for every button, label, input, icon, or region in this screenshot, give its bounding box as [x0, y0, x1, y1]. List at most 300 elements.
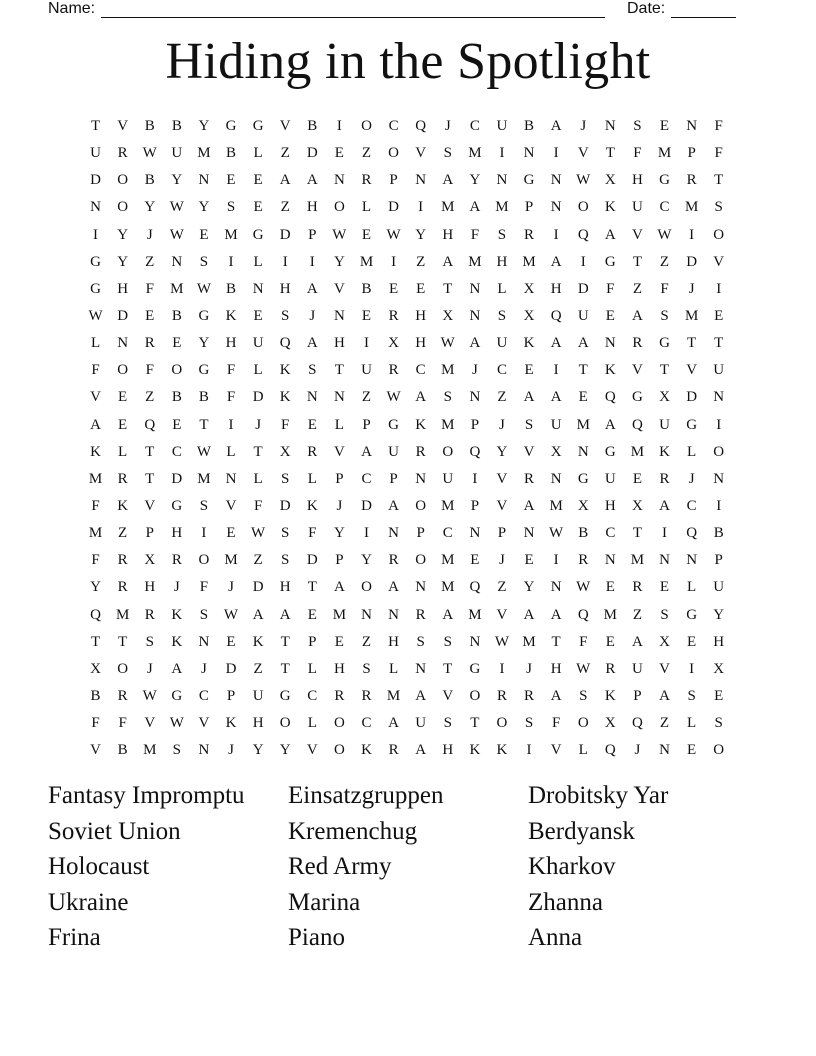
grid-letter[interactable]: N: [550, 579, 562, 596]
grid-letter[interactable]: L: [307, 470, 317, 487]
grid-letter[interactable]: V: [90, 389, 101, 406]
grid-letter[interactable]: B: [524, 118, 535, 135]
grid-letter[interactable]: T: [687, 335, 697, 352]
grid-letter[interactable]: C: [496, 362, 507, 379]
grid-letter[interactable]: A: [306, 335, 318, 352]
grid-letter[interactable]: H: [225, 335, 237, 352]
grid-letter[interactable]: X: [659, 389, 670, 406]
grid-letter[interactable]: T: [551, 633, 561, 650]
grid-letter[interactable]: H: [550, 280, 562, 297]
grid-letter[interactable]: A: [279, 172, 291, 189]
grid-letter[interactable]: G: [523, 172, 535, 189]
grid-letter[interactable]: X: [523, 308, 535, 325]
grid-letter[interactable]: Q: [604, 742, 616, 759]
grid-letter[interactable]: X: [90, 660, 101, 677]
grid-letter[interactable]: S: [660, 606, 669, 623]
grid-letter[interactable]: U: [252, 335, 264, 352]
grid-letter[interactable]: X: [632, 498, 643, 515]
grid-letter[interactable]: E: [118, 389, 128, 406]
grid-letter[interactable]: H: [442, 226, 454, 243]
grid-letter[interactable]: T: [714, 172, 724, 189]
grid-letter[interactable]: R: [388, 362, 399, 379]
grid-letter[interactable]: F: [145, 362, 154, 379]
grid-letter[interactable]: W: [386, 389, 401, 406]
grid-letter[interactable]: N: [686, 118, 698, 135]
grid-letter[interactable]: H: [252, 715, 264, 732]
grid-letter[interactable]: D: [361, 498, 372, 515]
grid-letter[interactable]: M: [576, 416, 590, 433]
grid-letter[interactable]: F: [253, 498, 263, 515]
grid-letter[interactable]: L: [118, 443, 128, 460]
grid-letter[interactable]: M: [88, 525, 103, 542]
grid-letter[interactable]: A: [90, 416, 101, 433]
grid-letter[interactable]: H: [632, 172, 643, 189]
grid-letter[interactable]: M: [468, 606, 482, 623]
grid-letter[interactable]: S: [281, 552, 290, 569]
grid-letter[interactable]: G: [279, 688, 291, 705]
grid-letter[interactable]: R: [578, 552, 589, 569]
grid-letter[interactable]: M: [549, 498, 563, 515]
grid-letter[interactable]: N: [659, 742, 670, 759]
grid-letter[interactable]: H: [144, 579, 156, 596]
grid-letter[interactable]: S: [579, 688, 588, 705]
grid-letter[interactable]: T: [659, 362, 670, 379]
grid-letter[interactable]: E: [632, 470, 642, 487]
grid-letter[interactable]: S: [308, 362, 317, 379]
grid-letter[interactable]: O: [333, 715, 345, 732]
grid-letter[interactable]: H: [604, 498, 616, 515]
grid-letter[interactable]: L: [687, 715, 697, 732]
grid-letter[interactable]: D: [279, 226, 291, 243]
grid-letter[interactable]: J: [580, 118, 587, 135]
grid-letter[interactable]: S: [145, 633, 154, 650]
grid-letter[interactable]: V: [333, 443, 345, 460]
grid-letter[interactable]: F: [308, 525, 317, 542]
grid-letter[interactable]: I: [282, 253, 288, 270]
grid-letter[interactable]: N: [333, 172, 345, 189]
grid-letter[interactable]: A: [388, 579, 399, 596]
grid-letter[interactable]: N: [198, 633, 210, 650]
grid-letter[interactable]: A: [415, 742, 427, 759]
grid-letter[interactable]: R: [415, 606, 426, 623]
grid-letter[interactable]: E: [172, 416, 182, 433]
grid-letter[interactable]: M: [468, 253, 482, 270]
grid-letter[interactable]: Q: [686, 525, 698, 542]
grid-letter[interactable]: N: [469, 633, 481, 650]
grid-letter[interactable]: M: [522, 253, 536, 270]
grid-letter[interactable]: S: [497, 308, 507, 325]
grid-letter[interactable]: E: [226, 633, 236, 650]
grid-letter[interactable]: B: [198, 389, 209, 406]
grid-letter[interactable]: N: [469, 525, 481, 542]
grid-letter[interactable]: X: [713, 660, 725, 677]
grid-letter[interactable]: B: [171, 308, 182, 325]
grid-letter[interactable]: Q: [632, 416, 643, 433]
grid-letter[interactable]: K: [279, 362, 291, 379]
grid-letter[interactable]: J: [634, 742, 641, 759]
grid-letter[interactable]: W: [576, 660, 591, 677]
grid-letter[interactable]: B: [361, 280, 372, 297]
grid-letter[interactable]: Y: [279, 742, 291, 759]
grid-letter[interactable]: W: [494, 633, 510, 650]
grid-letter[interactable]: Z: [145, 389, 155, 406]
grid-letter[interactable]: A: [550, 688, 562, 705]
grid-letter[interactable]: H: [415, 335, 427, 352]
grid-letter[interactable]: E: [416, 280, 426, 297]
grid-letter[interactable]: J: [471, 362, 478, 379]
grid-letter[interactable]: D: [117, 308, 129, 325]
grid-letter[interactable]: B: [226, 280, 237, 297]
grid-letter[interactable]: R: [632, 579, 643, 596]
grid-letter[interactable]: W: [196, 280, 211, 297]
grid-letter[interactable]: A: [523, 389, 535, 406]
grid-letter[interactable]: A: [523, 606, 535, 623]
grid-letter[interactable]: A: [659, 498, 670, 515]
grid-letter[interactable]: S: [714, 199, 723, 216]
grid-letter[interactable]: T: [632, 253, 642, 270]
grid-letter[interactable]: C: [388, 118, 399, 135]
grid-letter[interactable]: O: [415, 552, 427, 569]
grid-letter[interactable]: O: [415, 498, 427, 515]
grid-letter[interactable]: D: [90, 172, 101, 189]
grid-letter[interactable]: E: [118, 416, 128, 433]
grid-letter[interactable]: B: [144, 172, 155, 189]
grid-letter[interactable]: O: [442, 443, 454, 460]
grid-letter[interactable]: G: [686, 416, 698, 433]
grid-letter[interactable]: V: [686, 362, 698, 379]
grid-letter[interactable]: O: [496, 715, 508, 732]
grid-letter[interactable]: H: [117, 280, 129, 297]
grid-letter[interactable]: P: [335, 470, 344, 487]
grid-letter[interactable]: R: [334, 688, 345, 705]
grid-letter[interactable]: D: [306, 145, 318, 162]
grid-letter[interactable]: S: [633, 118, 642, 135]
grid-letter[interactable]: I: [716, 498, 722, 515]
grid-letter[interactable]: V: [415, 145, 427, 162]
grid-letter[interactable]: C: [686, 498, 697, 515]
grid-letter[interactable]: R: [632, 335, 643, 352]
grid-letter[interactable]: T: [145, 443, 155, 460]
grid-letter[interactable]: S: [362, 660, 371, 677]
grid-letter[interactable]: N: [523, 525, 535, 542]
grid-letter[interactable]: U: [361, 362, 372, 379]
grid-letter[interactable]: R: [388, 308, 399, 325]
grid-letter[interactable]: K: [523, 335, 535, 352]
grid-letter[interactable]: H: [442, 742, 454, 759]
grid-letter[interactable]: J: [309, 308, 316, 325]
grid-letter[interactable]: V: [550, 742, 562, 759]
grid-letter[interactable]: S: [714, 715, 723, 732]
grid-letter[interactable]: R: [117, 688, 128, 705]
grid-letter[interactable]: H: [550, 660, 562, 677]
grid-letter[interactable]: M: [630, 443, 645, 460]
grid-letter[interactable]: S: [687, 688, 696, 705]
grid-letter[interactable]: J: [146, 660, 153, 677]
grid-letter[interactable]: L: [253, 145, 263, 162]
grid-letter[interactable]: V: [713, 253, 725, 270]
grid-letter[interactable]: W: [142, 145, 157, 162]
grid-letter[interactable]: C: [361, 715, 372, 732]
grid-letter[interactable]: N: [333, 389, 345, 406]
grid-letter[interactable]: E: [605, 579, 615, 596]
grid-letter[interactable]: A: [550, 118, 562, 135]
grid-letter[interactable]: U: [171, 145, 183, 162]
grid-letter[interactable]: N: [415, 579, 427, 596]
grid-letter[interactable]: P: [308, 633, 317, 650]
grid-letter[interactable]: K: [117, 498, 129, 515]
grid-letter[interactable]: T: [199, 416, 209, 433]
grid-letter[interactable]: Y: [144, 199, 156, 216]
grid-letter[interactable]: H: [388, 633, 399, 650]
grid-letter[interactable]: U: [415, 715, 427, 732]
grid-letter[interactable]: R: [361, 172, 372, 189]
grid-letter[interactable]: R: [117, 552, 128, 569]
date-blank-line[interactable]: [671, 2, 736, 18]
grid-letter[interactable]: N: [469, 280, 481, 297]
grid-letter[interactable]: T: [90, 118, 101, 135]
grid-letter[interactable]: O: [469, 688, 481, 705]
grid-letter[interactable]: I: [716, 416, 722, 433]
grid-letter[interactable]: G: [198, 308, 210, 325]
grid-letter[interactable]: X: [604, 715, 616, 732]
grid-letter[interactable]: M: [441, 416, 455, 433]
grid-letter[interactable]: K: [279, 389, 291, 406]
grid-letter[interactable]: N: [198, 172, 210, 189]
grid-letter[interactable]: R: [524, 226, 535, 243]
grid-letter[interactable]: T: [443, 660, 453, 677]
grid-letter[interactable]: I: [418, 199, 424, 216]
grid-letter[interactable]: F: [91, 498, 100, 515]
grid-letter[interactable]: M: [88, 470, 103, 487]
grid-letter[interactable]: M: [657, 145, 672, 162]
grid-letter[interactable]: H: [333, 335, 345, 352]
grid-letter[interactable]: V: [496, 498, 508, 515]
grid-letter[interactable]: E: [524, 552, 534, 569]
grid-letter[interactable]: I: [689, 226, 695, 243]
grid-letter[interactable]: E: [361, 226, 372, 243]
grid-letter[interactable]: Z: [145, 253, 155, 270]
grid-letter[interactable]: N: [550, 470, 562, 487]
grid-letter[interactable]: S: [443, 633, 452, 650]
grid-letter[interactable]: P: [335, 552, 344, 569]
grid-letter[interactable]: T: [118, 633, 128, 650]
grid-letter[interactable]: K: [225, 715, 237, 732]
grid-letter[interactable]: O: [117, 199, 129, 216]
grid-letter[interactable]: E: [253, 172, 263, 189]
grid-letter[interactable]: H: [279, 579, 291, 596]
grid-letter[interactable]: G: [171, 688, 183, 705]
grid-letter[interactable]: C: [605, 525, 616, 542]
grid-letter[interactable]: K: [361, 742, 372, 759]
grid-letter[interactable]: A: [442, 253, 454, 270]
grid-letter[interactable]: O: [171, 362, 183, 379]
grid-letter[interactable]: Q: [577, 226, 589, 243]
grid-letter[interactable]: P: [633, 688, 642, 705]
grid-letter[interactable]: M: [495, 199, 509, 216]
grid-letter[interactable]: T: [632, 525, 642, 542]
grid-letter[interactable]: N: [361, 606, 372, 623]
grid-letter[interactable]: L: [253, 362, 263, 379]
grid-letter[interactable]: M: [630, 552, 645, 569]
grid-letter[interactable]: P: [714, 552, 723, 569]
grid-letter[interactable]: N: [388, 525, 399, 542]
grid-letter[interactable]: I: [391, 253, 397, 270]
grid-letter[interactable]: O: [333, 199, 345, 216]
grid-letter[interactable]: R: [171, 552, 182, 569]
grid-letter[interactable]: M: [332, 606, 347, 623]
grid-letter[interactable]: C: [659, 199, 670, 216]
grid-letter[interactable]: Q: [577, 606, 589, 623]
grid-letter[interactable]: T: [280, 660, 290, 677]
grid-letter[interactable]: Z: [497, 389, 507, 406]
grid-letter[interactable]: E: [605, 633, 615, 650]
grid-letter[interactable]: M: [224, 552, 238, 569]
grid-letter[interactable]: L: [361, 199, 372, 216]
grid-letter[interactable]: V: [90, 742, 101, 759]
grid-letter[interactable]: Q: [604, 389, 616, 406]
grid-letter[interactable]: E: [334, 633, 344, 650]
grid-letter[interactable]: T: [714, 335, 724, 352]
grid-letter[interactable]: S: [524, 715, 534, 732]
grid-letter[interactable]: F: [633, 145, 642, 162]
grid-letter[interactable]: N: [550, 199, 562, 216]
grid-letter[interactable]: W: [169, 199, 184, 216]
grid-letter[interactable]: E: [714, 308, 724, 325]
grid-letter[interactable]: I: [201, 525, 207, 542]
grid-letter[interactable]: M: [603, 606, 617, 623]
grid-letter[interactable]: D: [306, 552, 318, 569]
grid-letter[interactable]: A: [550, 606, 562, 623]
grid-letter[interactable]: Z: [118, 525, 128, 542]
grid-letter[interactable]: X: [279, 443, 291, 460]
grid-letter[interactable]: A: [252, 606, 264, 623]
grid-letter[interactable]: N: [523, 145, 535, 162]
grid-letter[interactable]: N: [686, 552, 698, 569]
grid-letter[interactable]: A: [388, 715, 399, 732]
grid-letter[interactable]: H: [306, 199, 318, 216]
grid-letter[interactable]: R: [307, 443, 318, 460]
grid-letter[interactable]: S: [443, 715, 452, 732]
grid-letter[interactable]: R: [496, 688, 507, 705]
grid-letter[interactable]: V: [144, 715, 156, 732]
grid-letter[interactable]: L: [578, 742, 588, 759]
grid-letter[interactable]: C: [171, 443, 182, 460]
grid-letter[interactable]: K: [604, 199, 616, 216]
grid-letter[interactable]: I: [716, 280, 722, 297]
grid-letter[interactable]: B: [117, 742, 128, 759]
grid-letter[interactable]: Y: [469, 172, 481, 189]
grid-letter[interactable]: M: [170, 280, 184, 297]
grid-letter[interactable]: L: [497, 280, 507, 297]
grid-letter[interactable]: M: [441, 199, 455, 216]
grid-letter[interactable]: H: [713, 633, 725, 650]
grid-letter[interactable]: A: [333, 579, 345, 596]
grid-letter[interactable]: D: [252, 389, 264, 406]
grid-letter[interactable]: Z: [632, 280, 642, 297]
grid-letter[interactable]: A: [550, 335, 562, 352]
grid-letter[interactable]: X: [388, 335, 399, 352]
grid-letter[interactable]: B: [578, 525, 589, 542]
grid-letter[interactable]: N: [225, 470, 237, 487]
grid-letter[interactable]: V: [117, 118, 129, 135]
grid-letter[interactable]: O: [361, 118, 372, 135]
grid-letter[interactable]: A: [279, 606, 291, 623]
grid-letter[interactable]: B: [90, 688, 101, 705]
grid-letter[interactable]: G: [225, 118, 237, 135]
grid-letter[interactable]: Q: [469, 579, 481, 596]
grid-letter[interactable]: Q: [279, 335, 291, 352]
grid-letter[interactable]: B: [171, 389, 182, 406]
grid-letter[interactable]: S: [416, 633, 425, 650]
grid-letter[interactable]: H: [415, 308, 427, 325]
grid-letter[interactable]: E: [578, 389, 588, 406]
grid-letter[interactable]: I: [553, 552, 559, 569]
grid-letter[interactable]: F: [470, 226, 480, 243]
grid-letter[interactable]: V: [279, 118, 291, 135]
grid-letter[interactable]: F: [551, 715, 561, 732]
grid-letter[interactable]: J: [499, 552, 505, 569]
grid-letter[interactable]: Y: [333, 525, 345, 542]
grid-letter[interactable]: P: [308, 226, 317, 243]
grid-letter[interactable]: H: [496, 253, 508, 270]
grid-letter[interactable]: A: [632, 308, 643, 325]
grid-letter[interactable]: W: [196, 443, 211, 460]
grid-letter[interactable]: P: [470, 416, 480, 433]
grid-letter[interactable]: A: [659, 688, 670, 705]
grid-letter[interactable]: A: [171, 660, 183, 677]
grid-letter[interactable]: C: [469, 118, 480, 135]
grid-letter[interactable]: A: [604, 226, 616, 243]
grid-letter[interactable]: Y: [171, 172, 183, 189]
grid-letter[interactable]: V: [632, 362, 643, 379]
grid-letter[interactable]: B: [307, 118, 318, 135]
grid-letter[interactable]: K: [604, 362, 616, 379]
grid-letter[interactable]: R: [117, 145, 128, 162]
grid-letter[interactable]: A: [632, 633, 643, 650]
grid-letter[interactable]: B: [144, 118, 155, 135]
grid-letter[interactable]: S: [443, 389, 452, 406]
grid-letter[interactable]: N: [713, 470, 725, 487]
grid-letter[interactable]: E: [687, 742, 697, 759]
grid-letter[interactable]: G: [90, 253, 101, 270]
grid-letter[interactable]: W: [657, 226, 672, 243]
grid-letter[interactable]: Z: [632, 606, 642, 623]
grid-letter[interactable]: N: [171, 253, 183, 270]
grid-letter[interactable]: Y: [117, 226, 129, 243]
grid-letter[interactable]: M: [684, 308, 699, 325]
grid-letter[interactable]: V: [659, 660, 670, 677]
grid-letter[interactable]: I: [363, 335, 369, 352]
grid-letter[interactable]: F: [145, 280, 154, 297]
grid-letter[interactable]: E: [253, 308, 263, 325]
grid-letter[interactable]: F: [606, 280, 615, 297]
grid-letter[interactable]: O: [577, 199, 589, 216]
grid-letter[interactable]: P: [389, 470, 398, 487]
grid-letter[interactable]: B: [171, 118, 182, 135]
grid-letter[interactable]: E: [470, 552, 480, 569]
grid-letter[interactable]: E: [659, 118, 670, 135]
grid-letter[interactable]: J: [526, 660, 532, 677]
grid-letter[interactable]: E: [253, 199, 263, 216]
grid-letter[interactable]: P: [362, 416, 371, 433]
grid-letter[interactable]: B: [713, 525, 724, 542]
grid-letter[interactable]: J: [173, 579, 180, 596]
grid-letter[interactable]: N: [415, 172, 427, 189]
grid-letter[interactable]: J: [255, 416, 262, 433]
grid-letter[interactable]: V: [333, 280, 345, 297]
grid-letter[interactable]: T: [605, 145, 615, 162]
grid-letter[interactable]: I: [363, 525, 369, 542]
